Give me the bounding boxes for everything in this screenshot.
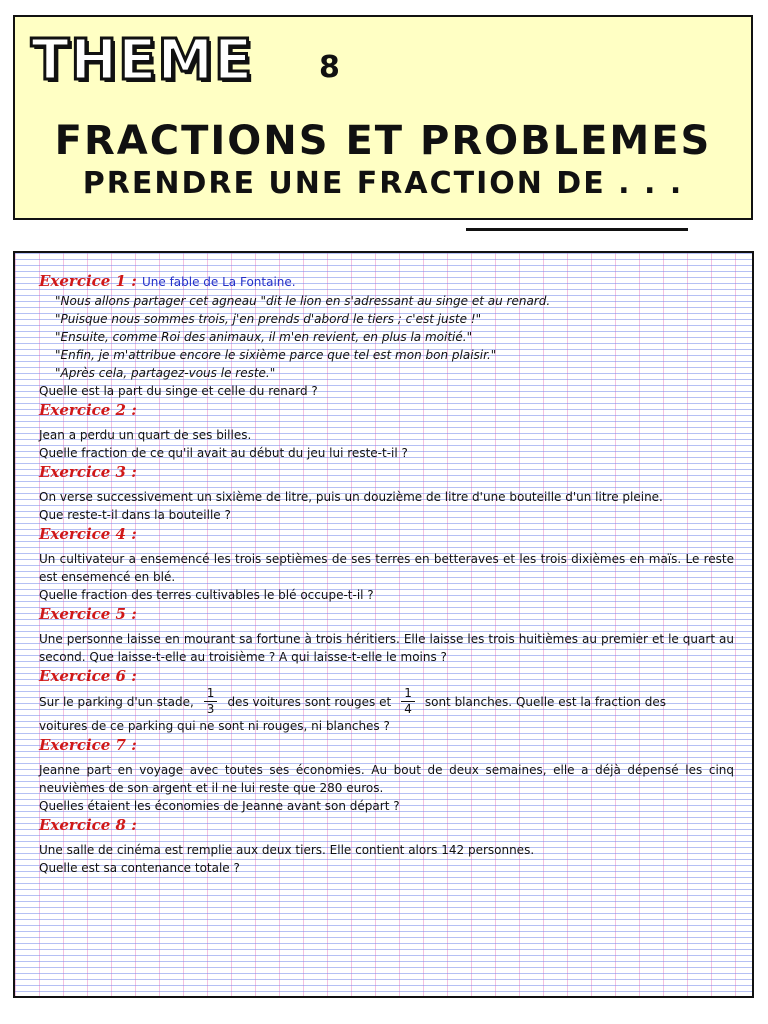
fraction-one-third	[204, 686, 218, 717]
question-line: Quelle fraction de ce qu'il avait au début du jeu lui reste-t-il ?	[39, 446, 408, 460]
exercise-8	[39, 815, 734, 877]
fraction-one-quarter	[401, 686, 415, 717]
exercise-3	[39, 462, 734, 524]
question-line: Jean a perdu un quart de ses billes.	[39, 428, 252, 442]
fraction-line	[39, 686, 734, 717]
quote-line: "Ensuite, comme Roi des animaux, il m'en revient, en plus la moitié."	[55, 330, 473, 344]
quote-line: "Puisque nous sommes trois, j'en prends d'abord le tiers ; c'est juste !"	[55, 312, 482, 326]
fraction-denominator: 3	[206, 702, 215, 716]
question-line: Que reste-t-il dans la bouteille ?	[39, 508, 231, 522]
exercise-7	[39, 735, 734, 815]
question-line: Jeanne part en voyage avec toutes ses économies. Au bout de deux semaines, elle a déjà dépensé les cinq neuvièmes de son argent et il ne lui reste que 280 euros.	[39, 763, 734, 795]
title-underline	[466, 228, 688, 231]
page-subtitle: PRENDRE UNE FRACTION DE . . .	[82, 166, 684, 201]
question-line: Quelle fraction des terres cultivables le blé occupe-t-il ?	[39, 588, 374, 602]
fraction-numerator: 1	[401, 686, 415, 702]
question-line: Une salle de cinéma est remplie aux deux tiers. Elle contient alors 142 personnes.	[39, 843, 535, 857]
quote-line: "Après cela, partagez-vous le reste."	[55, 366, 276, 380]
page-title: FRACTIONS ET PROBLEMES	[54, 118, 712, 164]
exercise-5	[39, 604, 734, 666]
question-line: Quelle est sa contenance totale ?	[39, 861, 240, 875]
exercise-1-title: Exercice 1 :	[39, 272, 137, 290]
exercise-7-title: Exercice 7 :	[39, 736, 137, 754]
question-line: Un cultivateur a ensemencé les trois septièmes de ses terres en betteraves et les trois dixièmes en maïs. Le reste est ensemencé en blé.	[39, 552, 734, 584]
question-line: Quelles étaient les économies de Jeanne avant son départ ?	[39, 799, 400, 813]
exercise-2-title: Exercice 2 :	[39, 401, 137, 419]
quote-line: "Enfin, je m'attribue encore le sixième parce que tel est mon bon plaisir."	[55, 348, 497, 362]
question-line: On verse successivement un sixième de litre, puis un douzième de litre d'une bouteille d'un litre pleine.	[39, 490, 663, 504]
exercise-5-title: Exercice 5 :	[39, 605, 137, 623]
question-line: Quelle est la part du singe et celle du renard ?	[39, 384, 318, 398]
fraction-text-a: Sur le parking d'un stade,	[39, 694, 194, 709]
fraction-numerator: 1	[204, 686, 218, 702]
exercise-1-subtitle: Une fable de La Fontaine.	[141, 275, 296, 289]
exercise-4-title: Exercice 4 :	[39, 525, 137, 543]
quote-line: "Nous allons partager cet agneau "dit le lion en s'adressant au singe et au renard.	[55, 294, 551, 308]
exercise-8-title: Exercice 8 :	[39, 816, 137, 834]
exercise-6	[39, 666, 734, 735]
exercise-3-title: Exercice 3 :	[39, 463, 137, 481]
theme-label: THEME	[31, 28, 254, 93]
exercise-1	[39, 271, 734, 400]
theme-number: 8	[319, 50, 340, 85]
exercise-sheet	[13, 251, 754, 998]
exercise-6-title: Exercice 6 :	[39, 667, 137, 685]
fraction-text-c: sont blanches. Quelle est la fraction des	[424, 694, 667, 709]
exercise-4	[39, 524, 734, 604]
question-line: Une personne laisse en mourant sa fortune à trois héritiers. Elle laisse les trois huitièmes au premier et le quart au second. Que laisse-t-elle au troisième ? A qui laisse-t-elle le moins ?	[39, 632, 734, 664]
exercise-2	[39, 400, 734, 462]
theme-header	[13, 15, 753, 220]
fraction-denominator: 4	[404, 702, 412, 716]
question-line: voitures de ce parking qui ne sont ni rouges, ni blanches ?	[39, 719, 390, 733]
fraction-text-b: des voitures sont rouges et	[227, 694, 392, 709]
exercise-list	[39, 271, 734, 877]
